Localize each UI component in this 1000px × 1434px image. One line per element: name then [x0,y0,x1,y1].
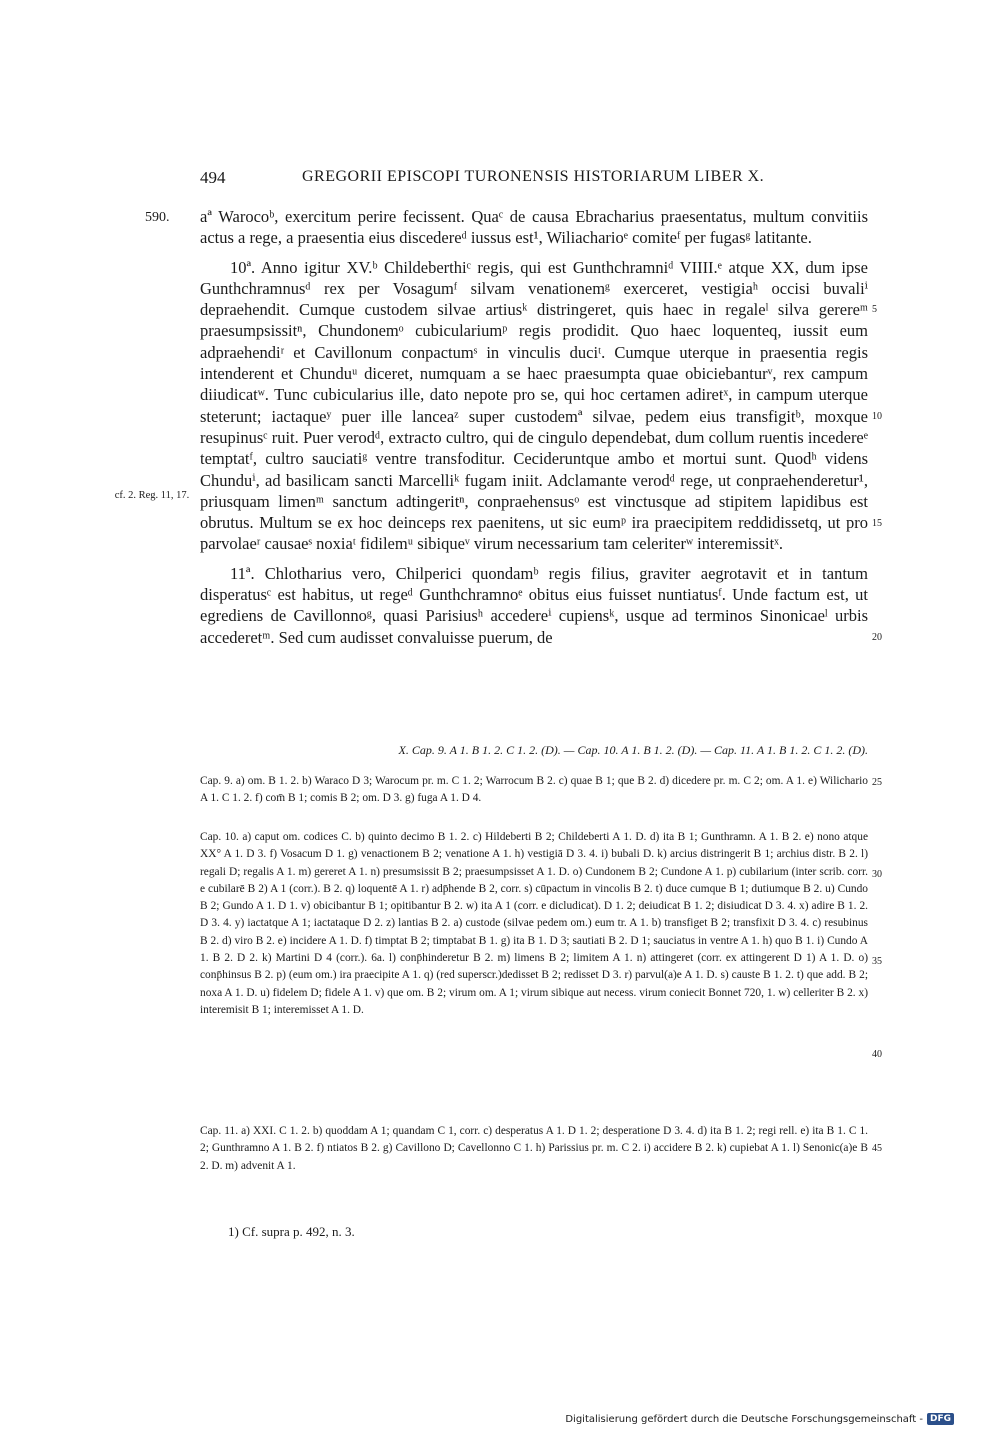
line-number: 30 [872,869,882,880]
apparatus-text: Cap. 10. a) caput om. codices C. b) quinto decimo B 1. 2. c) Hildeberti B 2; Childeberti A 1. D. d) ita B 1; Gunthramn. A 1. B 2. e) nono atque XX° A 1. D 3. f) Vosacum D 1. g) venactionem B 2; venatione A 1. h) vestigiā D 3. 4. i) bubali D. k) arcius distringerit B 1; archius distr. B 2. l) regali D; regalis A 1. m) gereret A 1. n) presumsissit B 2; praesumpsisset A 1. D. o) Cundonem B 2; Cundone A 1. p) cubilarium (inter scrib. corr. e cubilarē B 2) A 1 (corr.). B 2. q) loquentē A 1. r) adp̄hende B 2, corr. s) cūpactum in vincolis B 2. t) duce cumque B 1; dutiumque B 2. u) Cundo B 2; Gundo A 1. D 1. v) obicibantur B 1; opitibantur B 2. w) ita A 1 (corr. e dicludicat). D 1. 2; deiudicat B 1. 2; disiudicat D 3. 4. x) adire B 1. 2. D 3. 4. y) iactatque A 1; iactataque D 2. z) lantias B 2. a) custode (silvae pedem om.) eum tr. A 1. b) transfiget B 2; transfixit D 3. 4. c) resubinus B 2. d) viro B 2. e) incidere A 1. D. f) timptat B 2; timptabat B 1. g) ita B 1. D 3; sautiati B 2. D 1; sauciatus in ventre A 1. h) quo B 1. i) Cundo A 1. B 2. D 2. k) Martini D 4 (corr.). 6a. l) conp̄hinderetur B 2. m) limens B 2; limitem A 1. n) attingeret (corr. ex attingerent D 1) A 1. D. o) conp̄hinsus B 2. p) (eum om.) ira praecipite A 1. q) (red superscr.)dedisset B 2; redisset D 3. r) parvul(a)e A 1. D. s) causte B 1. 2. t) que add. B 2; noxa A 1. D. u) fidelem D; fidele A 1. v) que om. B 2; virum om. A 1; virum sibique aut necess. virum coniecit Bonnet 720, 1. w) celleriter B 2. x) interemisit B 1; interemisset A 1. D. [200,831,868,1016]
paragraph-chapter-10: 10ª. Anno igitur XV.ᵇ Childeberthiᶜ regis, qui est Gunthchramniᵈ VIIII.ᵉ atque XX, dum ipse Gunthchramnusᵈ rex per Vosagumᶠ silvam venationemᵍ exerceret, vestigiaʰ occisi buvaliⁱ depraehendit. Cumque custodem silvae artiusᵏ distringeret, quis haec in regaleˡ silva gerereᵐ praesumpsissitⁿ, Chundonemᵒ cubiculariumᵖ regis prodidit. Quo haec loquenteq, iussit eum adpraehendiʳ et Cavillonum conpactumˢ in vinculis duciᵗ. Cumque uterque in praesentia regis intenderent et Chunduᵘ diceret, numquam a se haec praesumpta quae obiciebanturᵛ, rex campum diiudicatʷ. Tunc cubicularius ille, dato nepote pro se, qui hoc certamen adiretˣ, in campum uterque steterunt; iactaqueʸ puer ille lanceaᶻ super custodemª silvae, pedem eius transfigitᵇ, moxque resupinusᶜ ruit. Puer verodᵈ, extracto cultro, qui de cingulo dependebat, dum collum ruentis incedereᵉ temptatᶠ, cultro sauciatiᵍ ventre transfoditur. Cecideruntque ambo et mortui sunt. Quodʰ videns Chunduⁱ, ad basilicam sancti Marcelliᵏ fugam iniit. Adclamante verodᵈ rege, ut conpraehenderetur¹, priusquam limenᵐ sanctum adtingeritⁿ, conpraehensusᵒ est vinctusque ad stipitem lapidibus est obrutus. Multum se ex hoc deinceps rex paenitens, ut sic eumᵖ ira praecipitem reddidissetq, ut pro parvolaeʳ causaeˢ noxiaᵗ fidilemᵘ sibiqueᵛ virum necessarium tam celeriterʷ interemissitˣ. [200,257,868,554]
line-number: 45 [872,1143,882,1154]
apparatus-text: Cap. 9. a) om. B 1. 2. b) Waraco D 3; Warocum pr. m. C 1. 2; Warrocum B 2. c) quae B 1; que B 2. d) dicedere pr. m. C 2; om. A 1. e) Wilichario A 1. C 1. 2. f) com̄ B 1; comis B 2; om. D 3. g) fuga A 1. D 4. [200,775,868,805]
line-number: 15 [872,518,882,529]
apparatus-text: Cap. 11. a) XXI. C 1. 2. b) quoddam A 1; quandam C 1, corr. c) desperatus A 1. D 1. 2; desperatione D 3. 4. d) ita B 1. 2; regi rell. e) ita B 1. C 1. 2; Gunthramno A 1. B 2. f) ntiatos B 2. g) Cavillono D; Cavellonno C 1. h) Parissius pr. m. C 2. i) accidere B 2. k) cupiebat A 1. l) Senonic(a)e B 2. D. m) advenit A 1. [200,1125,868,1172]
margin-year: 590. [145,210,170,225]
footnote: 1) Cf. supra p. 492, n. 3. [228,1224,355,1239]
page-header [200,168,868,192]
footer-text: Digitalisierung gefördert durch die Deutsche Forschungsgemeinschaft - [565,1413,923,1425]
main-text [200,206,868,648]
dfg-logo: DFG [927,1413,954,1425]
line-number: 25 [872,777,882,788]
line-number: 35 [872,956,882,967]
line-number: 20 [872,632,882,643]
running-title: GREGORII EPISCOPI TURONENSIS HISTORIARUM LIBER X. [302,168,765,185]
line-number: 5 [872,304,877,315]
line-number: 40 [872,1049,882,1060]
footer [565,1413,954,1425]
witness-summary: X. Cap. 9. A 1. B 1. 2. C 1. 2. (D). — Cap. 10. A 1. B 1. 2. (D). — Cap. 11. A 1. B 1. 2. C 1. 2. (D). [398,743,868,757]
apparatus-cap-11 [200,1123,868,1175]
page-number: 494 [200,168,226,187]
apparatus-cap-9 [200,773,868,808]
paragraph-chapter-11: 11ª. Chlotharius vero, Chilperici quondamᵇ regis filius, graviter aegrotavit et in tantum disperatusᶜ est habitus, ut regeᵈ Gunthchramnoᵉ obitus eius fuisset nuntiatusᶠ. Unde factum est, ut egrediens de Cavillonnoᵍ, quasi Parisiusʰ accedereⁱ cupiensᵏ, usque ad terminos Sinonicaeˡ urbis accederetᵐ. Sed cum audisset convaluisse puerum, de [200,563,868,647]
line-number: 10 [872,411,882,422]
apparatus-cap-10 [200,829,868,1019]
paragraph-1: aª Warocoᵇ, exercitum perire fecissent. Quaᶜ de causa Ebracharius praesentatus, multum convitiis actus a rege, a praesentia eius discedereᵈ iussus est¹, Wiliacharioᵉ comiteᶠ per fugasᵍ latitante. [200,207,868,248]
margin-reference: cf. 2. Reg. 11, 17. [114,490,190,501]
